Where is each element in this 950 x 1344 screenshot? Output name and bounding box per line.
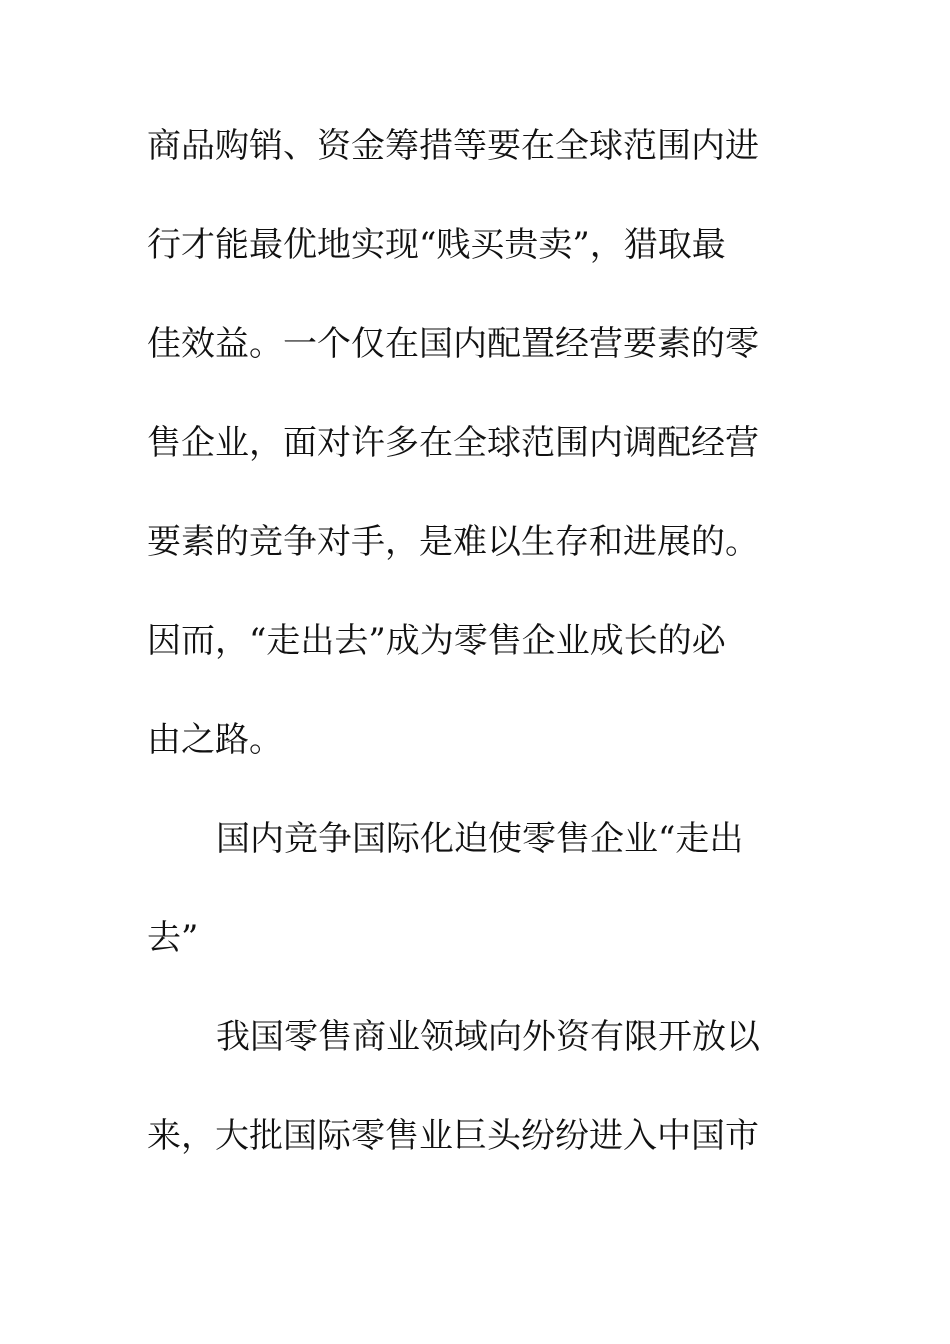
text-line: 售企业，面对许多在全球范围内调配经营 — [147, 423, 759, 463]
body-text — [147, 126, 787, 1215]
text-line: 要素的竞争对手，是难以生存和进展的。 — [147, 522, 759, 562]
text-line: 由之路。 — [147, 720, 283, 760]
text-line: 行才能最优地实现“贱买贵卖”，猎取最 — [147, 225, 726, 265]
text-line: 因而，“走出去”成为零售企业成长的必 — [147, 621, 726, 661]
section-heading-line: 去” — [147, 918, 199, 958]
text-line: 来，大批国际零售业巨头纷纷进入中国市 — [147, 1116, 759, 1156]
paragraph-start-line: 我国零售商业领域向外资有限开放以 — [216, 1017, 760, 1057]
text-line: 佳效益。一个仅在国内配置经营要素的零 — [147, 324, 759, 364]
section-heading-line: 国内竞争国际化迫使零售企业“走出 — [216, 819, 744, 859]
text-line: 商品购销、资金筹措等要在全球范围内进 — [147, 126, 759, 166]
